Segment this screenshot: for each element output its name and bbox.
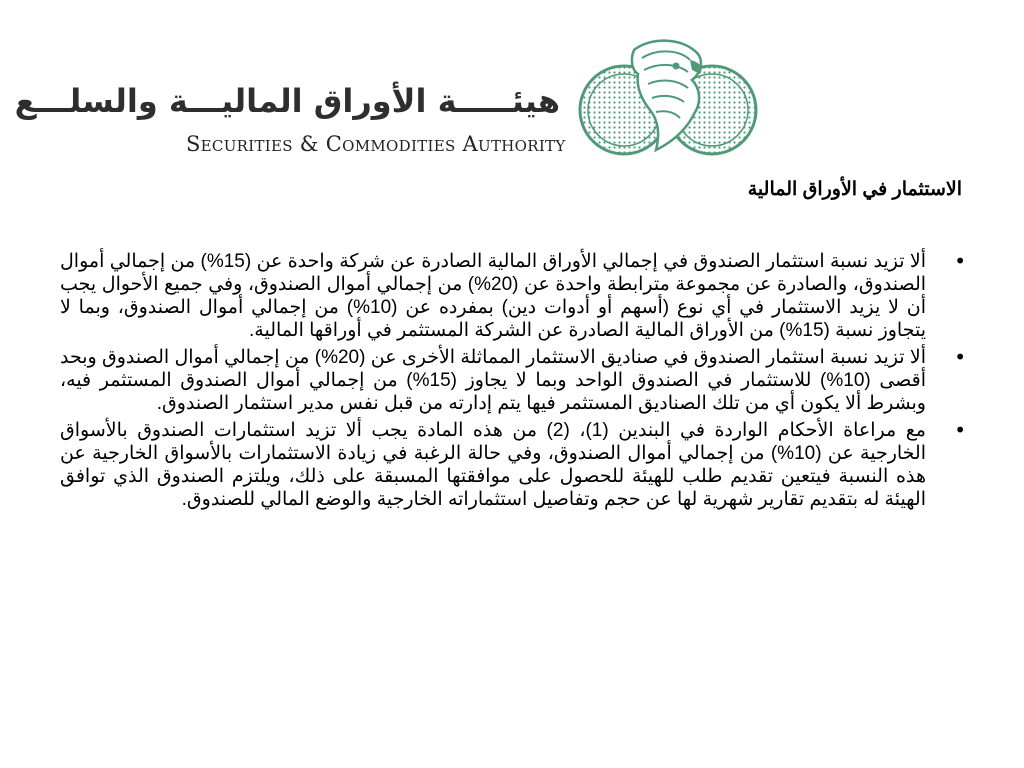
list-item: [60, 250, 978, 342]
bullet-text: ألا تزيد نسبة استثمار الصندوق في إجمالي الأوراق المالية الصادرة عن شركة واحدة عن (15%) من إجمالي أموال الصندوق، والصادرة عن مجموعة مترابطة واحدة عن (20%) من إجمالي أموال الصندوق، وفي جميع الأحوال يجب أن لا يزيد الاستثمار في أي نوع (أسهم أو أدوات دين) بمفرده عن (10%) من إجمالي أموال الصندوق، وبما لا يتجاوز نسبة (15%) من الأوراق المالية الصادرة عن الشركة المستثمر في أوراقها المالية.: [60, 251, 927, 341]
list-item: [60, 346, 978, 415]
section-title: الاستثمار في الأوراق المالية: [747, 179, 962, 200]
list-item: [60, 419, 978, 511]
bullet-list: [60, 250, 978, 515]
bullet-icon: •: [954, 249, 966, 273]
bullet-text: ألا تزيد نسبة استثمار الصندوق في صناديق الاستثمار المماثلة الأخرى عن (20%) من إجمالي أموال الصندوق وبحد أقصى (10%) للاستثمار في الصندوق الواحد وبما لا يجاوز (15%) من إجمالي أموال الصندوق المستثمر فيه، وبشرط ألا يكون أي من تلك الصناديق المستثمر فيها يتم إدارته من قبل نفس مدير استثمار الصندوق.: [60, 347, 926, 414]
bullet-icon: •: [954, 418, 966, 442]
falcon-logo-icon: [572, 30, 762, 170]
bullet-icon: •: [954, 345, 966, 369]
bullet-text: مع مراعاة الأحكام الواردة في البندين (1)، (2) من هذه المادة يجب ألا تزيد استثمارات الصندوق بالأسواق الخارجية عن (10%) من إجمالي أموال الصندوق، وفي حالة الرغبة في زيادة الاستثمارات بالأسواق الخارجية عن هذه النسبة فيتعين تقديم طلب للهيئة للحصول على موافقتها المسبقة على ذلك، ويلتزم الصندوق الذي توافق الهيئة له بتقديم تقارير شهرية لها عن حجم وتفاصيل استثماراته الخارجية والوضع المالي للصندوق.: [60, 420, 926, 510]
org-name-english: Securities & Commodities Authority: [186, 132, 566, 156]
header: [14, 30, 780, 180]
org-name-arabic: هيئـــــة الأوراق الماليـــة والسلـــع: [14, 82, 560, 120]
